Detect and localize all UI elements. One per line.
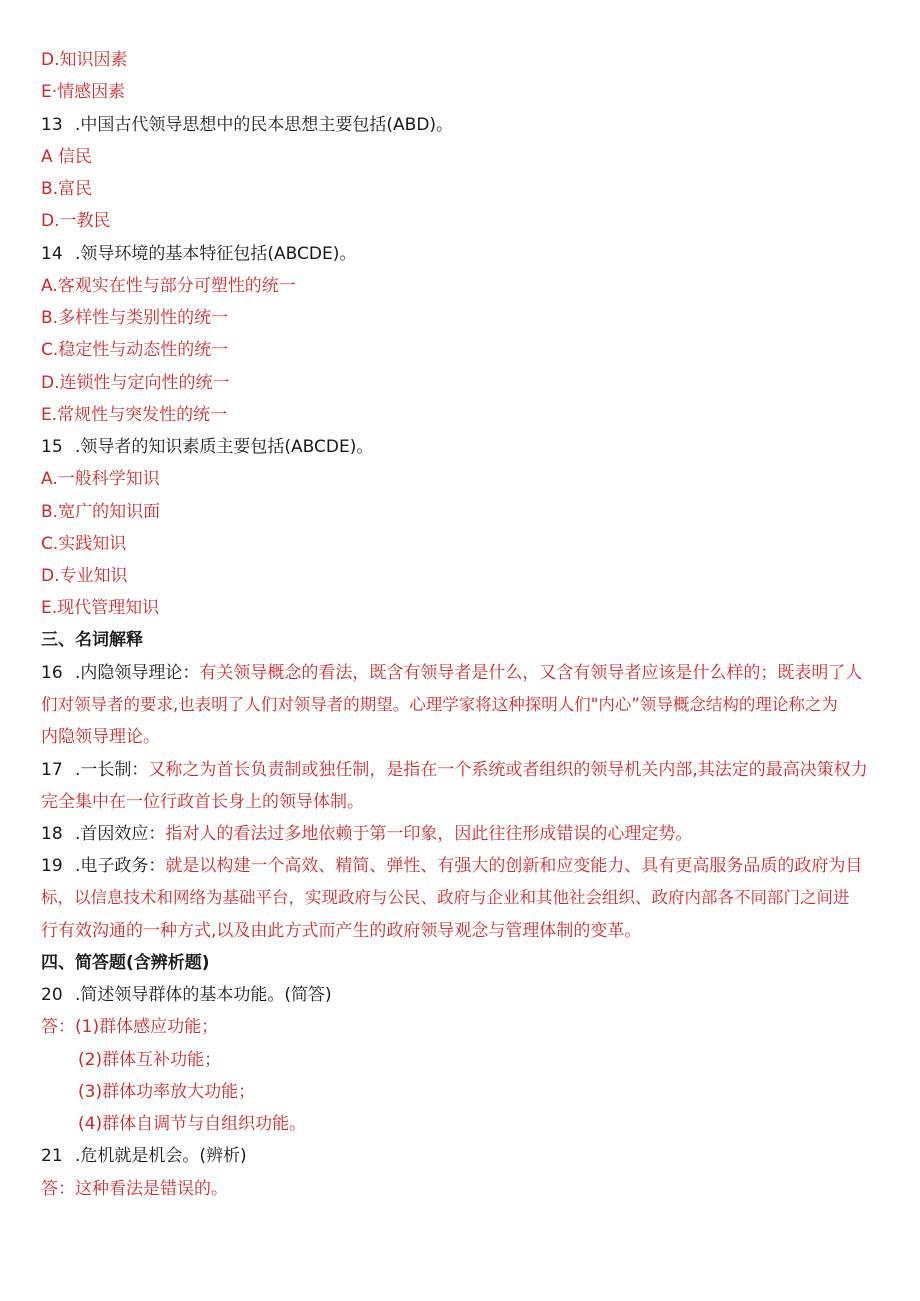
option-e-emotion: E·情感因素 (41, 82, 126, 102)
question-text: .简述领导群体的基本功能。(简答) (75, 985, 332, 1005)
question-number: 19 (41, 856, 63, 876)
question-text: .中国古代领导思想中的民本思想主要包括(ABD)。 (75, 115, 454, 135)
option-d-knowledge: D.知识因素 (41, 50, 128, 70)
q13-option-b: B.富民 (41, 179, 93, 199)
definition-text: 又称之为首长负责制或独任制，是指在一个系统或者组织的领导机关内部,其法定的最高决策权力 (148, 760, 868, 780)
term-title: .首因效应： (75, 824, 166, 844)
question-13 (41, 113, 453, 137)
question-number: 17 (41, 760, 63, 780)
question-text: .危机就是机会。(辨析) (75, 1146, 247, 1166)
question-number: 15 (41, 437, 63, 457)
q15-option-e: E.现代管理知识 (41, 598, 160, 618)
question-text: .领导环境的基本特征包括(ABCDE)。 (75, 244, 357, 264)
section-3-heading: 三、名词解释 (41, 630, 143, 650)
answer-point: (4)群体自调节与自组织功能。 (78, 1114, 307, 1134)
answer-line: 答：这种看法是错误的。 (41, 1179, 228, 1199)
definition-text: 们对领导者的要求,也表明了人们对领导者的期望。心理学家将这种探明人们"内心”领导概念结构的理论称之为 (41, 695, 838, 714)
term-title: .内隐领导理论： (75, 663, 200, 683)
answer-point: (3)群体功率放大功能； (78, 1082, 256, 1102)
question-14 (41, 242, 356, 266)
question-number: 13 (41, 115, 63, 135)
term-17 (41, 758, 868, 782)
definition-text: 行有效沟通的一种方式,以及由此方式而产生的政府领导观念与管理体制的变革。 (41, 921, 642, 941)
question-number: 20 (41, 985, 63, 1005)
question-number: 18 (41, 824, 63, 844)
definition-text: 完全集中在一位行政首长身上的领导体制。 (41, 792, 364, 812)
question-21 (41, 1144, 247, 1168)
question-15 (41, 435, 373, 459)
q14-option-b: B.多样性与类别性的统一 (41, 308, 229, 328)
answer-point: (2)群体互补功能； (78, 1050, 222, 1070)
section-4-heading: 四、简答题(含辨析题) (41, 953, 210, 973)
term-title: .电子政务： (75, 856, 166, 876)
question-number: 14 (41, 244, 63, 264)
question-number: 16 (41, 663, 63, 683)
q14-option-d: D.连锁性与定向性的统一 (41, 373, 230, 393)
term-16 (41, 661, 862, 685)
question-text: .领导者的知识素质主要包括(ABCDE)。 (75, 437, 374, 457)
definition-text: 指对人的看法过多地依赖于第一印象，因此往往形成错误的心理定势。 (165, 824, 693, 844)
answer-line (41, 1015, 218, 1039)
answer-prefix: 答： (41, 1017, 75, 1037)
q14-option-a: A.客观实在性与部分可塑性的统一 (41, 276, 296, 296)
term-18 (41, 822, 692, 846)
q15-option-b: B.宽广的知识面 (41, 502, 161, 522)
q14-option-c: C.稳定性与动态性的统一 (41, 340, 229, 360)
q13-option-d: D.一教民 (41, 211, 111, 231)
term-19 (41, 854, 862, 878)
question-20 (41, 983, 332, 1007)
q14-option-e: E.常规性与突发性的统一 (41, 405, 228, 425)
answer-point: (1)群体感应功能； (75, 1017, 219, 1037)
term-title: .一长制： (75, 760, 149, 780)
q15-option-a: A.一般科学知识 (41, 469, 160, 489)
definition-text: 有关领导概念的看法，既含有领导者是什么，又含有领导者应该是什么样的；既表明了人 (199, 663, 863, 683)
question-number: 21 (41, 1146, 63, 1166)
q13-option-a: A 信民 (41, 147, 93, 167)
definition-text: 就是以构建一个高效、精简、弹性、有强大的创新和应变能力、具有更高服务品质的政府为目 (165, 856, 863, 876)
q15-option-d: D.专业知识 (41, 566, 128, 586)
definition-text: 标，以信息技术和网络为基础平台，实现政府与公民、政府与企业和其他社会组织、政府内部各不同部门之间进 (41, 888, 850, 907)
definition-text: 内隐领导理论。 (41, 727, 160, 747)
q15-option-c: C.实践知识 (41, 534, 127, 554)
